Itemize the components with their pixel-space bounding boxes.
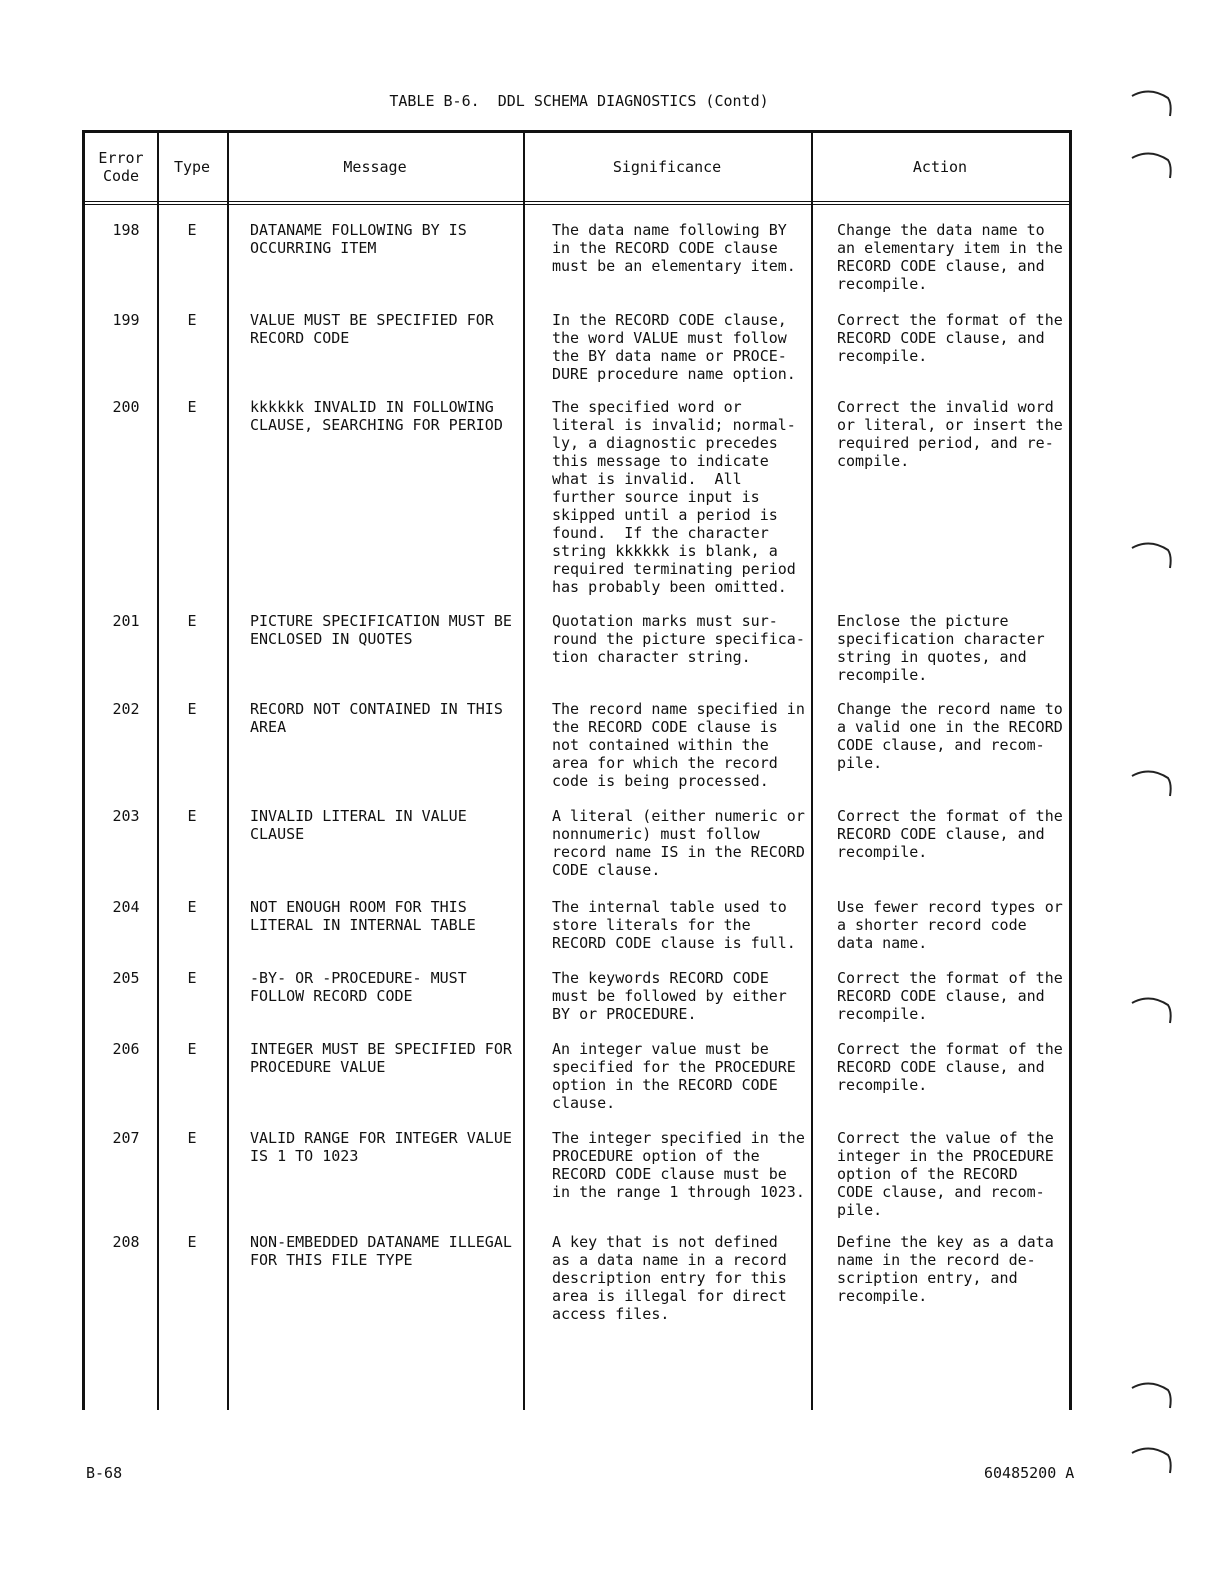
document-number: 60485200 A [984, 1464, 1075, 1482]
message-text: INTEGER MUST BE SPECIFIED FOR PROCEDURE VALUE [250, 1040, 512, 1076]
column-divider [227, 133, 229, 1410]
action-text: Enclose the picture specification character string in quotes, and recompile. [837, 612, 1045, 684]
error-code: 205 [112, 969, 140, 987]
significance-text: The integer specified in the PROCEDURE option of the RECORD CODE clause must be in the range 1 through 1023. [552, 1129, 805, 1201]
error-type: E [187, 398, 197, 416]
message-text: INVALID LITERAL IN VALUE CLAUSE [250, 807, 467, 843]
error-type: E [187, 969, 197, 987]
action-text: Correct the value of the integer in the PROCEDURE option of the RECORD CODE clause, and recom- pile. [837, 1129, 1054, 1219]
binder-mark-icon [1130, 1380, 1174, 1410]
error-code: 199 [112, 311, 140, 329]
action-text: Correct the format of the RECORD CODE clause, and recompile. [837, 1040, 1063, 1094]
table-header [85, 133, 1069, 205]
action-text: Define the key as a data name in the record de- scription entry, and recompile. [837, 1233, 1054, 1305]
significance-text: An integer value must be specified for the PROCEDURE option in the RECORD CODE clause. [552, 1040, 796, 1112]
binder-mark-icon [1130, 88, 1174, 118]
page-number: B-68 [86, 1464, 123, 1482]
action-text: Correct the invalid word or literal, or insert the required period, and re- compile. [837, 398, 1063, 470]
error-code: 201 [112, 612, 140, 630]
binder-mark-icon [1130, 150, 1174, 180]
significance-text: A key that is not defined as a data name in a record description entry for this area is illegal for direct access files. [552, 1233, 787, 1323]
error-type: E [187, 612, 197, 630]
error-code: 198 [112, 221, 140, 239]
binder-mark-icon [1130, 995, 1174, 1025]
error-type: E [187, 807, 197, 825]
error-type: E [187, 311, 197, 329]
significance-text: The internal table used to store literals for the RECORD CODE clause is full. [552, 898, 796, 952]
header-type: Type [173, 158, 211, 176]
significance-text: The data name following BY in the RECORD CODE clause must be an elementary item. [552, 221, 796, 275]
error-code: 206 [112, 1040, 140, 1058]
error-code: 203 [112, 807, 140, 825]
binder-mark-icon [1130, 1445, 1174, 1475]
action-text: Change the record name to a valid one in the RECORD CODE clause, and recom- pile. [837, 700, 1063, 772]
error-code: 204 [112, 898, 140, 916]
binder-mark-icon [1130, 768, 1174, 798]
action-text: Change the data name to an elementary item in the RECORD CODE clause, and recompile. [837, 221, 1063, 293]
significance-text: The keywords RECORD CODE must be followed by either BY or PROCEDURE. [552, 969, 787, 1023]
error-code: 207 [112, 1129, 140, 1147]
error-code: 200 [112, 398, 140, 416]
significance-text: Quotation marks must sur- round the picture specifica- tion character string. [552, 612, 805, 666]
action-text: Correct the format of the RECORD CODE clause, and recompile. [837, 311, 1063, 365]
error-type: E [187, 221, 197, 239]
diagnostics-table [82, 130, 1072, 1410]
message-text: -BY- OR -PROCEDURE- MUST FOLLOW RECORD CODE [250, 969, 467, 1005]
error-type: E [187, 898, 197, 916]
message-text: DATANAME FOLLOWING BY IS OCCURRING ITEM [250, 221, 467, 257]
message-text: NOT ENOUGH ROOM FOR THIS LITERAL IN INTERNAL TABLE [250, 898, 476, 934]
header-action: Action [912, 158, 968, 176]
significance-text: In the RECORD CODE clause, the word VALUE must follow the BY data name or PROCE- DURE procedure name option. [552, 311, 796, 383]
error-code: 208 [112, 1233, 140, 1251]
error-type: E [187, 1040, 197, 1058]
action-text: Correct the format of the RECORD CODE clause, and recompile. [837, 807, 1063, 861]
action-text: Use fewer record types or a shorter record code data name. [837, 898, 1063, 952]
significance-text: The specified word or literal is invalid; normal- ly, a diagnostic precedes this message to indicate what is invalid. All further source input is skipped until a period is found. If the character string kkkkkk is blank, a required terminating period has probably been omitted. [552, 398, 796, 596]
header-message: Message [343, 158, 407, 176]
action-text: Correct the format of the RECORD CODE clause, and recompile. [837, 969, 1063, 1023]
error-type: E [187, 1129, 197, 1147]
significance-text: The record name specified in the RECORD CODE clause is not contained within the area for which the record code is being processed. [552, 700, 805, 790]
table-title: TABLE B-6. DDL SCHEMA DIAGNOSTICS (Contd) [389, 92, 769, 110]
header-error-code: Error Code [98, 149, 144, 185]
significance-text: A literal (either numeric or nonnumeric) must follow record name IS in the RECORD CODE clause. [552, 807, 805, 879]
error-code: 202 [112, 700, 140, 718]
header-significance: Significance [612, 158, 722, 176]
message-text: NON-EMBEDDED DATANAME ILLEGAL FOR THIS FILE TYPE [250, 1233, 512, 1269]
error-type: E [187, 700, 197, 718]
message-text: VALUE MUST BE SPECIFIED FOR RECORD CODE [250, 311, 494, 347]
message-text: VALID RANGE FOR INTEGER VALUE IS 1 TO 1023 [250, 1129, 512, 1165]
message-text: kkkkkk INVALID IN FOLLOWING CLAUSE, SEARCHING FOR PERIOD [250, 398, 503, 434]
binder-mark-icon [1130, 540, 1174, 570]
message-text: RECORD NOT CONTAINED IN THIS AREA [250, 700, 503, 736]
message-text: PICTURE SPECIFICATION MUST BE ENCLOSED IN QUOTES [250, 612, 512, 648]
error-type: E [187, 1233, 197, 1251]
